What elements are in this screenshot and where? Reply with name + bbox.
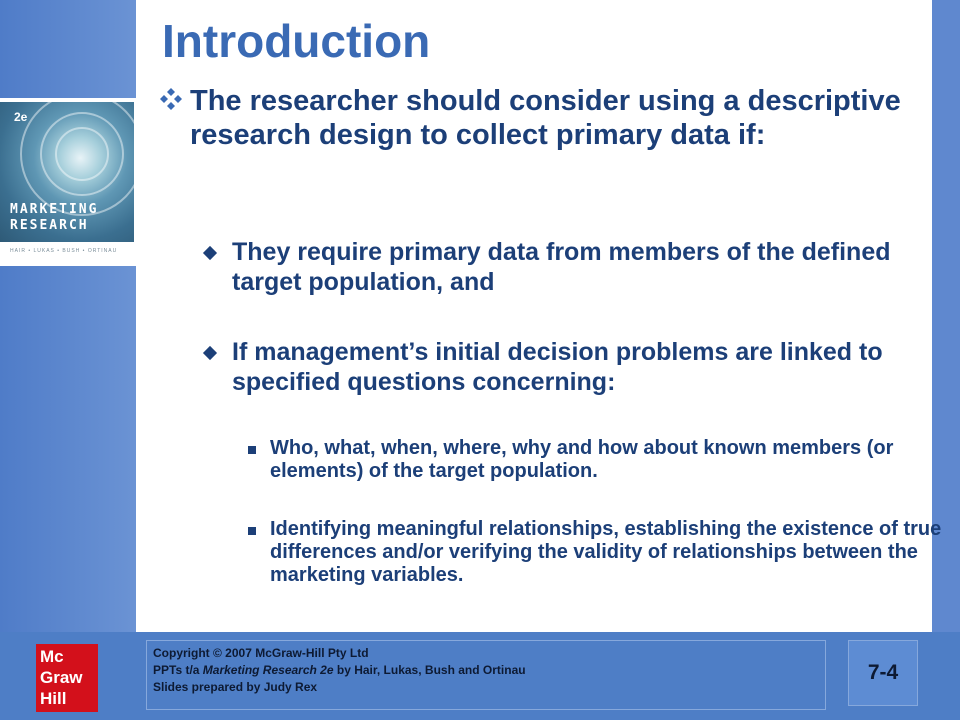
- square-bullet-icon: [248, 446, 256, 454]
- cover-edition: 2e: [14, 110, 28, 124]
- four-diamond-bullet-icon: [160, 88, 182, 110]
- slide-number: 7-4: [848, 640, 918, 706]
- bullet-level-1-text: The researcher should consider using a descriptive research design to collect primary data if:: [190, 85, 901, 151]
- slides-prepared-line: Slides prepared by Judy Rex: [153, 680, 318, 694]
- diamond-bullet-icon: [203, 246, 217, 260]
- cover-artwork: [0, 102, 134, 242]
- copyright-box: [146, 640, 826, 710]
- square-bullet-icon: [248, 527, 256, 535]
- left-sidebar-band: [0, 0, 136, 632]
- slide-title: Introduction: [162, 15, 431, 67]
- cover-title: MARKETING RESEARCH: [10, 202, 99, 233]
- book-cover-image: [0, 98, 136, 266]
- copyright-credit-line: PPTs t/a Marketing Research 2e by Hair, Lukas, Bush and Ortinau: [153, 663, 526, 677]
- bullet-level-3-text: Identifying meaningful relationships, establishing the existence of true differences and/or verifying the validity of relationships between the marketing variables.: [270, 518, 942, 586]
- bullet-level-3-text: Who, what, when, where, why and how about known members (or elements) of the target population.: [270, 437, 894, 482]
- bullet-level-2-text: If management’s initial decision problems are linked to specified questions concerning:: [232, 338, 883, 396]
- mcgraw-hill-logo: Mc Graw Hill: [36, 644, 98, 712]
- cover-authors: HAIR • LUKAS • BUSH • ORTINAU: [10, 248, 118, 254]
- diamond-bullet-icon: [203, 346, 217, 360]
- copyright-line: Copyright © 2007 McGraw-Hill Pty Ltd: [153, 646, 369, 660]
- bullet-level-2-text: They require primary data from members of the defined target population, and: [232, 238, 891, 296]
